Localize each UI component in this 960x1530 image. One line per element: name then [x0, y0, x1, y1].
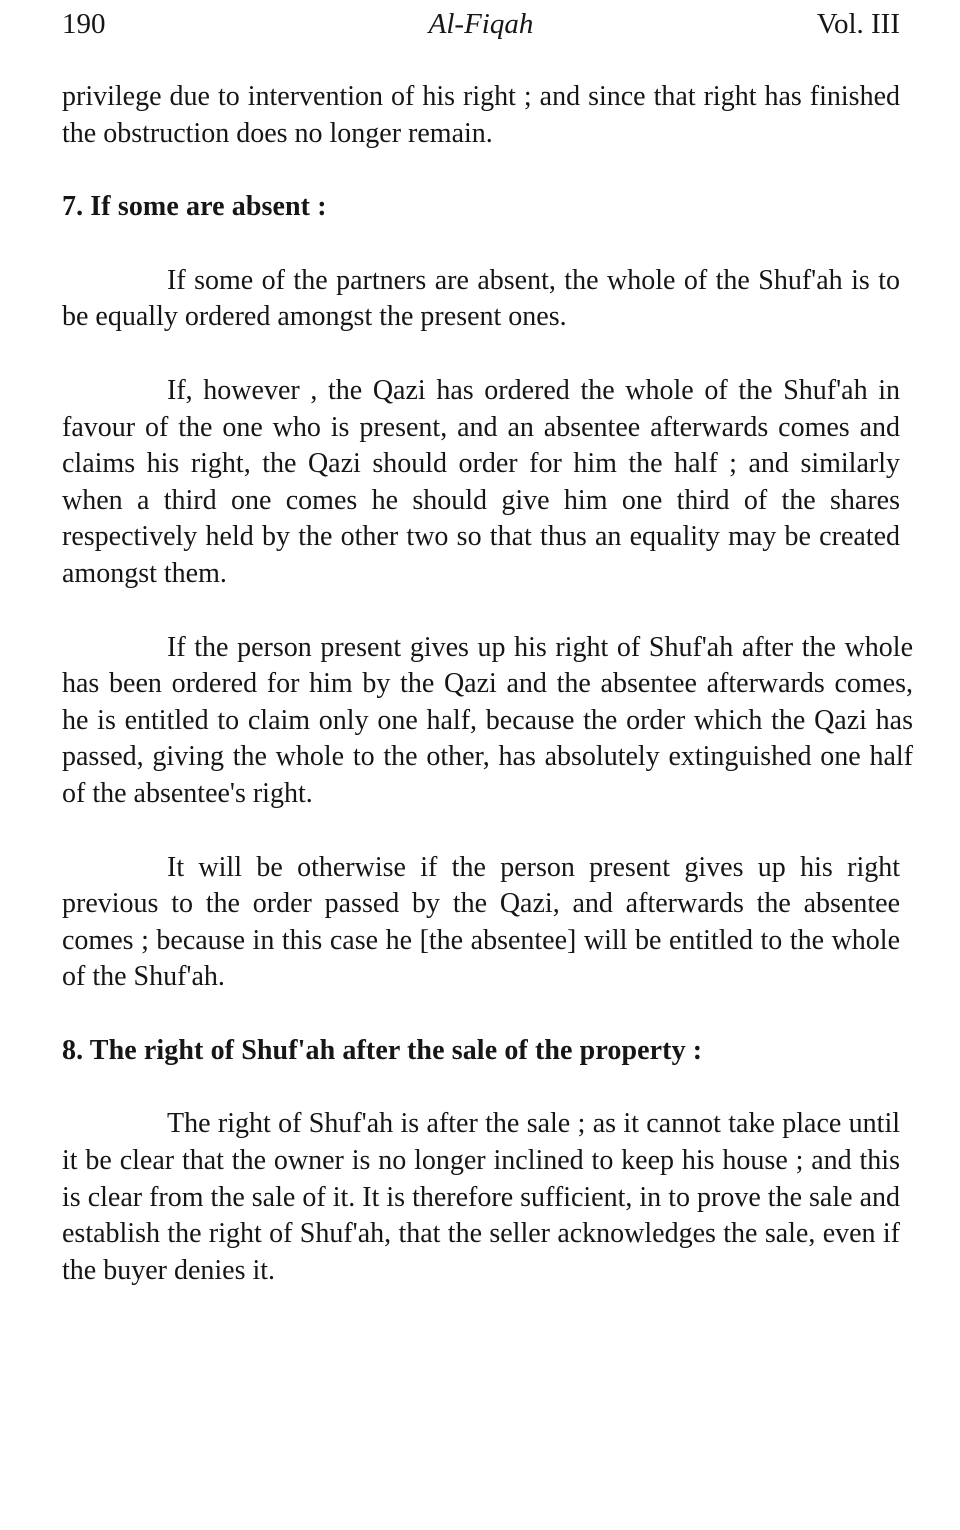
section-7-paragraph: It will be otherwise if the person present gives up his right previous to the order passed by the Qazi, and afterwards the absentee comes ; because in this case he [the absentee] will be entitled to the whole of the Shuf'ah. [62, 851, 900, 993]
section-7-paragraph: If the person present gives up his right of Shuf'ah after the whole has been ordered for him by the Qazi and the absentee afterwards comes, he is entitled to claim only one half, because the order which the Qazi has passed, giving the whole to the other, has absolutely extinguished one half of the absentee's right. [62, 631, 913, 809]
running-header [62, 6, 900, 42]
section-8-paragraph: The right of Shuf'ah is after the sale ; as it cannot take place until it be clear that the owner is no longer inclined to keep his house ; and this is clear from the sale of it. It is therefore sufficient, in to prove the sale and establish the right of Shuf'ah, that the seller acknowledges the sale, even if the buyer denies it. [62, 1108, 900, 1286]
section-8-heading: 8. The right of Shuf'ah after the sale of the property : [62, 1034, 703, 1066]
body-text [62, 79, 913, 1289]
section-7-heading: 7. If some are absent : [62, 191, 327, 223]
section-7-paragraph: If, however , the Qazi has ordered the whole of the Shuf'ah in favour of the one who is present, and an absentee afterwards comes and claims his right, the Qazi should order for him the half ; and similarly when a third one comes he should give him one third of the shares respectively held by the other two so that thus an equality may be created amongst them. [62, 374, 900, 589]
book-title: Al-Fiqah [428, 8, 534, 40]
section-7-paragraph: If some of the partners are absent, the whole of the Shuf'ah is to be equally ordered amongst the present ones. [62, 264, 900, 333]
page-number: 190 [62, 8, 106, 40]
volume-label: Vol. III [816, 8, 900, 40]
intro-paragraph: privilege due to intervention of his right ; and since that right has finished the obstruction does no longer remain. [62, 81, 900, 149]
